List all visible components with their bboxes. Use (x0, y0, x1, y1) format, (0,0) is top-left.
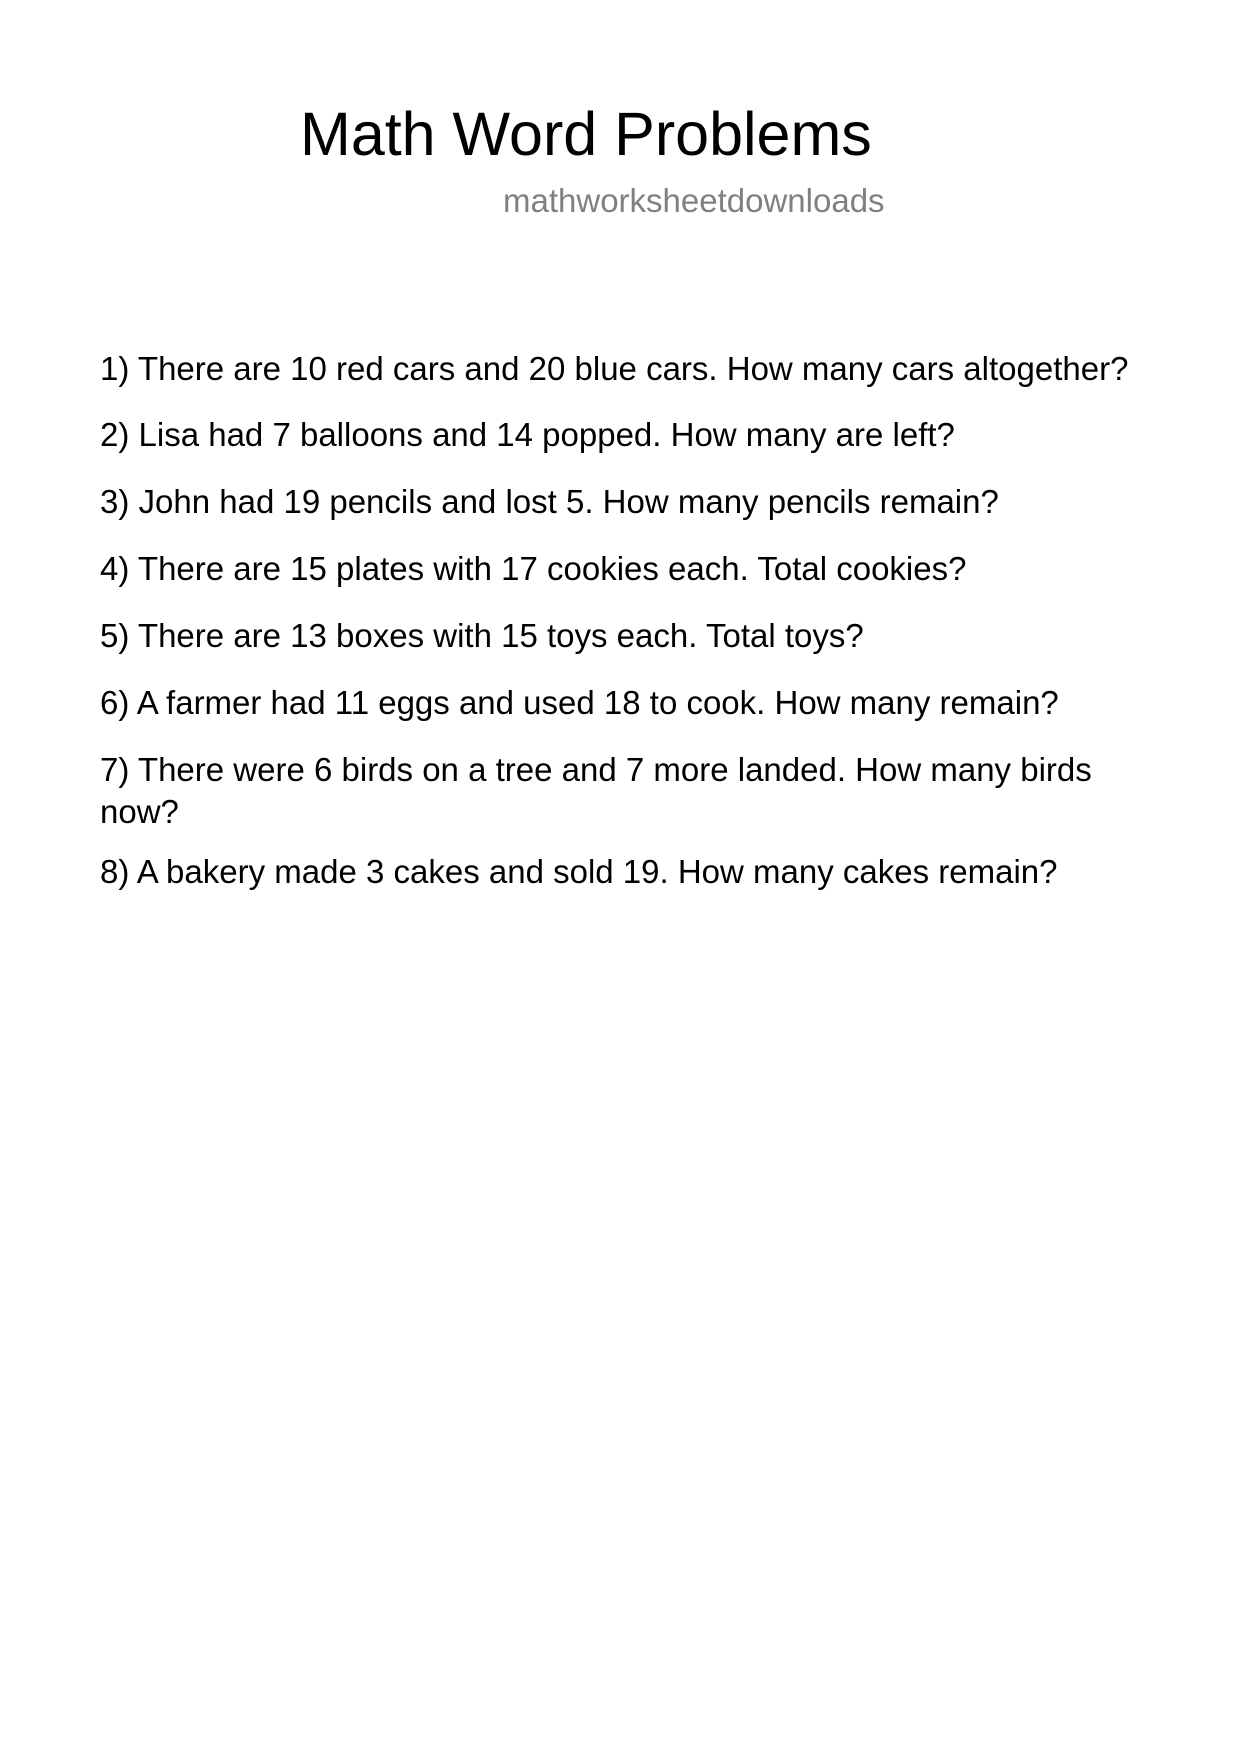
page-subtitle: mathworksheetdownloads (503, 182, 885, 219)
problem-4: 4) There are 15 plates with 17 cookies each. Total cookies? (100, 550, 967, 587)
problem-6: 6) A farmer had 11 eggs and used 18 to cook. How many remain? (100, 684, 1059, 721)
problem-1: 1) There are 10 red cars and 20 blue cars. How many cars altogether? (100, 350, 1129, 387)
problem-5: 5) There are 13 boxes with 15 toys each. Total toys? (100, 617, 864, 654)
problem-list (100, 348, 1140, 893)
problem-3: 3) John had 19 pencils and lost 5. How many pencils remain? (100, 483, 999, 520)
problem-7: 7) There were 6 birds on a tree and 7 more landed. How many birds now? (100, 751, 1092, 830)
page-title: Math Word Problems (300, 100, 872, 168)
problem-8: 8) A bakery made 3 cakes and sold 19. How many cakes remain? (100, 853, 1058, 890)
problem-2: 2) Lisa had 7 balloons and 14 popped. How many are left? (100, 416, 955, 453)
